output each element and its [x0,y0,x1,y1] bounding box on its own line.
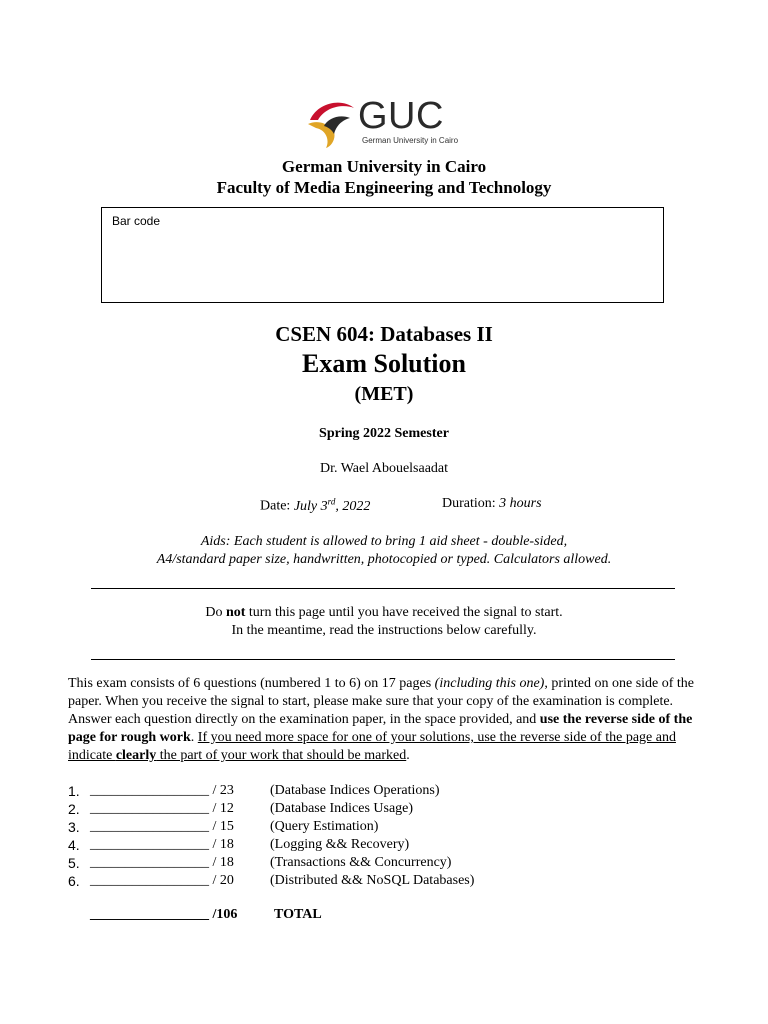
score-blank: _________________ / 20 [90,873,234,888]
question-number: 2. [68,801,80,817]
intro-underline-1: If you need more space for one of your solutions, use the reverse side of the page and indicate [68,730,676,763]
date-year: , 2022 [335,498,371,514]
barcode-box [101,207,664,303]
question-topic: (Distributed && NoSQL Databases) [270,873,475,888]
question-number: 6. [68,873,80,889]
semester-label: Spring 2022 Semester [319,426,449,441]
intro-end: . [406,748,410,763]
start-notice [0,604,768,640]
score-blank: _________________ / 23 [90,783,234,798]
document-type: Exam Solution [302,349,466,378]
intro-underline-bold: clearly [115,748,157,763]
program-label: (MET) [354,383,414,405]
university-name: German University in Cairo [281,157,487,176]
question-topic: (Logging && Recovery) [270,837,410,852]
divider-bottom [91,659,675,660]
logo-wordmark: GUC [358,95,444,137]
question-topic: (Database Indices Operations) [270,783,440,798]
score-blank: _________________ / 18 [90,855,234,870]
intro-text-1: This exam consists of 6 questions (numbered 1 to 6) on 17 pages [68,676,435,691]
guc-logo-emblem-icon [306,98,358,148]
intro-underline-2: the part of your work that should be marked [156,748,407,763]
duration-label: Duration: [442,496,500,511]
university-header [0,156,768,198]
aids-policy [0,533,768,569]
question-number: 1. [68,783,80,799]
total-label: TOTAL [274,907,322,922]
aids-line-1: Aids: Each student is allowed to bring 1 aid sheet - double-sided, [200,534,568,549]
question-topic: (Database Indices Usage) [270,801,414,816]
total-row [90,907,322,923]
score-blank: _________________ / 12 [90,801,234,816]
instructions-paragraph [68,675,698,765]
logo-subtitle: German University in Cairo [362,136,459,145]
divider-top [91,588,675,589]
aids-line-2: A4/standard paper size, handwritten, photocopied or typed. Calculators allowed. [156,552,612,567]
guc-logo [306,95,459,148]
course-title: CSEN 604: Databases II [275,322,493,346]
score-blank: _________________ / 15 [90,819,234,834]
date-label: Date: [260,498,294,514]
date-suffix: rd [327,496,336,506]
intro-italic: (including this one) [434,676,545,691]
notice-emphasis: not [225,605,246,620]
notice-pre: Do [205,605,226,620]
question-topic: (Query Estimation) [270,819,379,834]
intro-text-3: . [190,730,198,745]
question-number: 4. [68,837,80,853]
faculty-name: Faculty of Media Engineering and Technology [216,178,552,197]
intro-text-2: , printed on one side of the paper. When you receive the signal to start, please make sure that your copy of the examination is complete. Answer each question directly on the examination paper, in the space provided, and [68,676,695,727]
notice-post: turn this page until you have received the signal to start. [245,605,563,620]
intro-bold: use the reverse side of the page for rough work [68,712,693,745]
total-blank: _________________ /106 [90,907,238,922]
barcode-label: Bar code [112,214,161,228]
notice-line-2: In the meantime, read the instructions below carefully. [231,623,537,638]
exam-date [260,496,370,515]
question-number: 3. [68,819,80,835]
exam-duration [442,496,542,512]
question-topic: (Transactions && Concurrency) [270,855,452,870]
date-month-day: July 3 [293,498,328,514]
instructor-name: Dr. Wael Abouelsaadat [319,461,449,476]
question-number: 5. [68,855,80,871]
score-blank: _________________ / 18 [90,837,234,852]
duration-value: 3 hours [499,496,542,511]
